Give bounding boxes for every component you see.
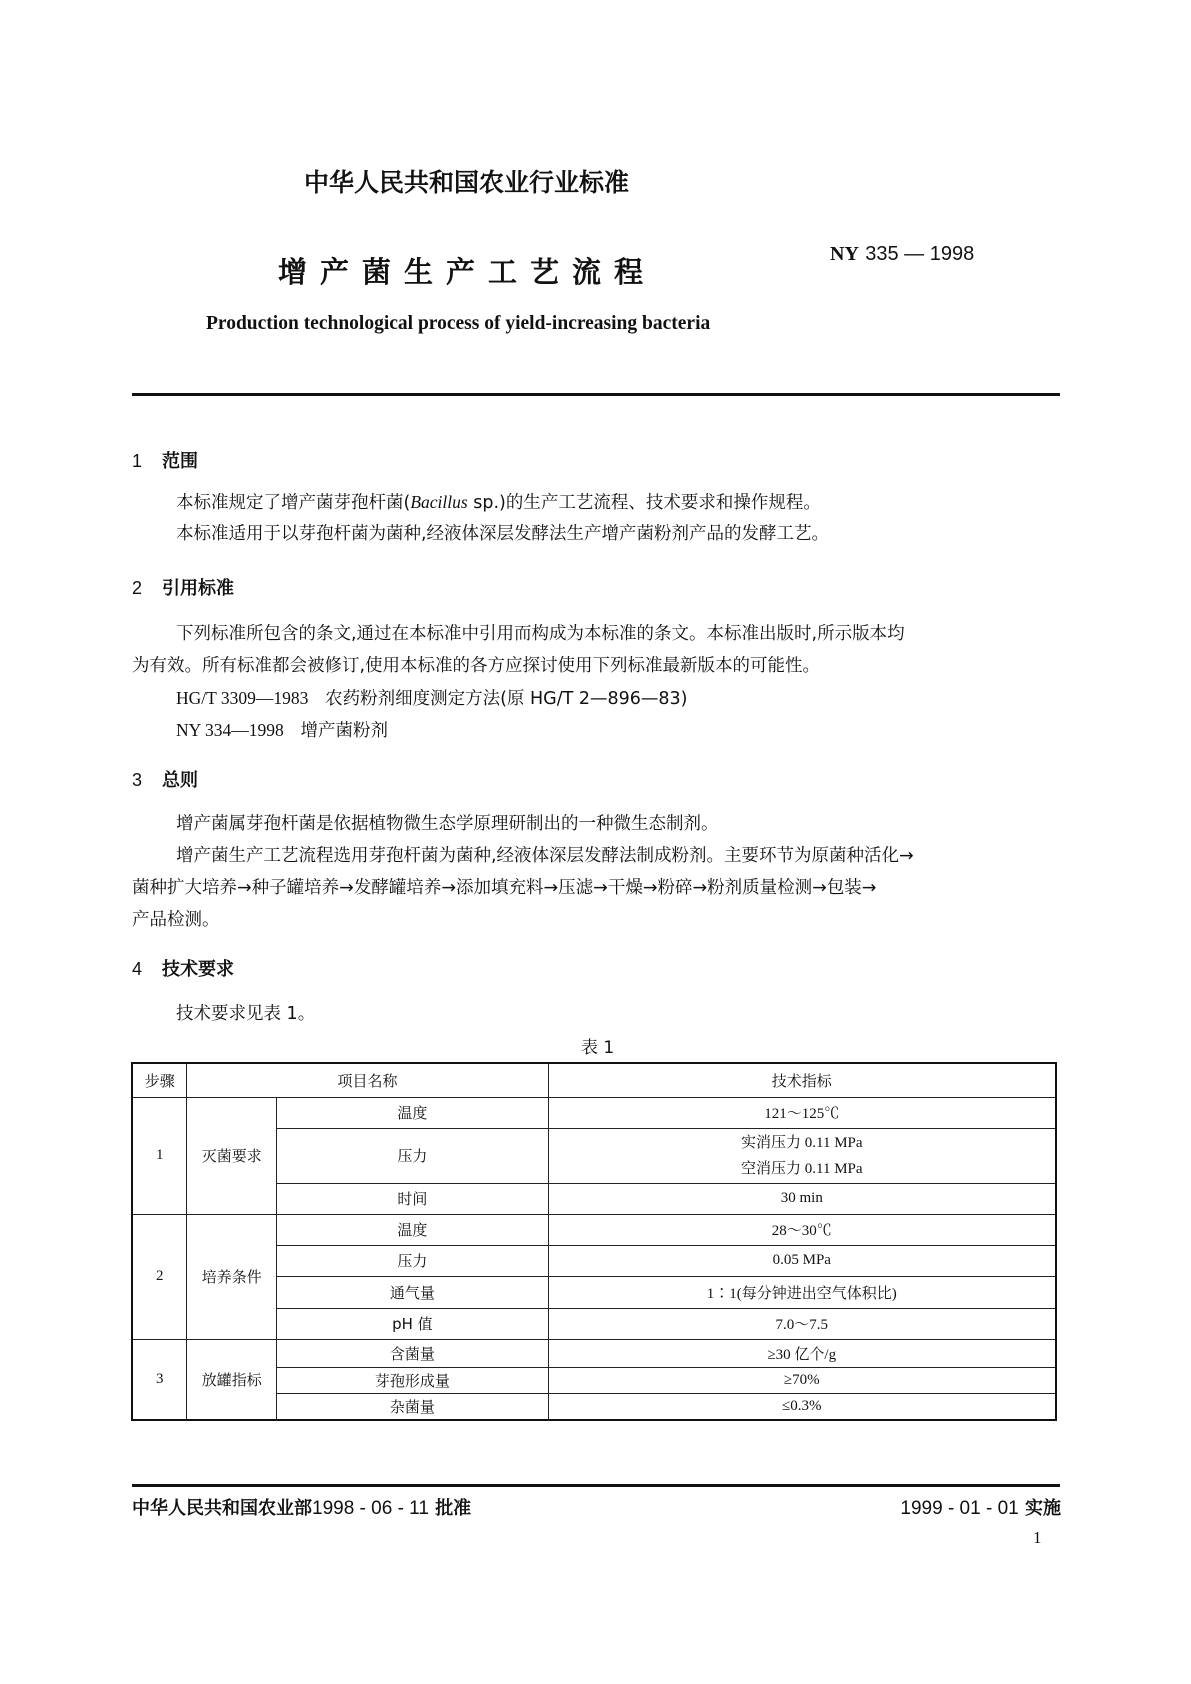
document-title: 增产菌生产工艺流程 <box>278 255 657 289</box>
spec-value: 121～125℃ <box>548 1097 1056 1128</box>
header-spec: 技术指标 <box>548 1063 1056 1097</box>
step-category: 放罐指标 <box>187 1339 277 1420</box>
spec-value: ≤0.3% <box>548 1393 1056 1420</box>
section-1-paragraph-1: 本标准规定了增产菌芽孢杆菌(Bacillus sp.)的生产工艺流程、技术要求和操作规程。 <box>176 492 821 513</box>
section-1-heading: 1 范围 <box>132 451 198 472</box>
item-name: 温度 <box>277 1214 548 1245</box>
item-name: 芽孢形成量 <box>277 1367 548 1393</box>
spec-value: ≥30 亿个/g <box>548 1339 1056 1367</box>
item-name: 通气量 <box>277 1276 548 1308</box>
step-category: 培养条件 <box>187 1214 277 1339</box>
step-number: 3 <box>132 1339 187 1420</box>
header-step: 步骤 <box>132 1063 187 1097</box>
table-caption: 表 1 <box>581 1038 615 1058</box>
section-3-paragraph-1: 增产菌属芽孢杆菌是依据植物微生态学原理研制出的一种微生态制剂。 <box>176 814 719 834</box>
standard-code <box>830 241 974 266</box>
section-3-paragraph-2-line-1: 增产菌生产工艺流程选用芽孢杆菌为菌种,经液体深层发酵法制成粉剂。主要环节为原菌种活化→ <box>176 846 914 866</box>
table-row <box>132 1214 1056 1245</box>
spec-value: 0.05 MPa <box>548 1245 1056 1276</box>
section-2-heading: 2 引用标准 <box>132 578 234 599</box>
step-category: 灭菌要求 <box>187 1097 277 1214</box>
table-header-row <box>132 1063 1056 1097</box>
item-name: 杂菌量 <box>277 1393 548 1420</box>
approval-info: 中华人民共和国农业部1998 - 06 - 11 批准 <box>132 1498 472 1519</box>
header-item-name: 项目名称 <box>187 1063 548 1097</box>
reference-item: HG/T 3309—1983 农药粉剂细度测定方法(原 HG/T 2—896—83) <box>176 688 688 709</box>
item-name: 含菌量 <box>277 1339 548 1367</box>
spec-value: 7.0～7.5 <box>548 1308 1056 1339</box>
section-3-paragraph-2-line-3: 产品检测。 <box>132 910 220 930</box>
item-name: 压力 <box>277 1128 548 1183</box>
item-name: 时间 <box>277 1183 548 1214</box>
section-2-paragraph-line-1: 下列标准所包含的条文,通过在本标准中引用而构成为本标准的条文。本标准出版时,所示版本均 <box>176 624 905 644</box>
standard-category: 中华人民共和国农业行业标准 <box>304 168 630 197</box>
effective-info: 1999 - 01 - 01 实施 <box>900 1498 1061 1519</box>
header-divider <box>132 393 1060 396</box>
spec-value: 实消压力 0.11 MPa 空消压力 0.11 MPa <box>548 1128 1056 1183</box>
section-4-paragraph-1: 技术要求见表 1。 <box>176 1004 316 1024</box>
section-2-paragraph-line-2: 为有效。所有标准都会被修订,使用本标准的各方应探讨使用下列标准最新版本的可能性。 <box>132 656 821 676</box>
step-number: 2 <box>132 1214 187 1339</box>
spec-value: 30 min <box>548 1183 1056 1214</box>
reference-item: NY 334—1998 增产菌粉剂 <box>176 720 388 741</box>
spec-value: 28～30℃ <box>548 1214 1056 1245</box>
section-3-paragraph-2-line-2: 菌种扩大培养→种子罐培养→发酵罐培养→添加填充料→压滤→干燥→粉碎→粉剂质量检测→包装→ <box>132 878 877 898</box>
page-number: 1 <box>1033 1528 1042 1547</box>
standard-code-prefix: NY <box>830 243 859 265</box>
table-row <box>132 1339 1056 1367</box>
footer-divider <box>132 1484 1060 1487</box>
spec-value: ≥70% <box>548 1367 1056 1393</box>
table-row <box>132 1097 1056 1128</box>
spec-value: 1∶1(每分钟进出空气体积比) <box>548 1276 1056 1308</box>
section-1-paragraph-2: 本标准适用于以芽孢杆菌为菌种,经液体深层发酵法生产增产菌粉剂产品的发酵工艺。 <box>176 524 830 544</box>
section-4-heading: 4 技术要求 <box>132 959 234 980</box>
step-number: 1 <box>132 1097 187 1214</box>
item-name: 压力 <box>277 1245 548 1276</box>
document-title-english: Production technological process of yield-increasing bacteria <box>206 313 711 334</box>
item-name: pH 值 <box>277 1308 548 1339</box>
item-name: 温度 <box>277 1097 548 1128</box>
standard-code-number: 335 — 1998 <box>865 243 975 265</box>
section-3-heading: 3 总则 <box>132 770 198 791</box>
technical-requirements-table <box>131 1062 1057 1421</box>
